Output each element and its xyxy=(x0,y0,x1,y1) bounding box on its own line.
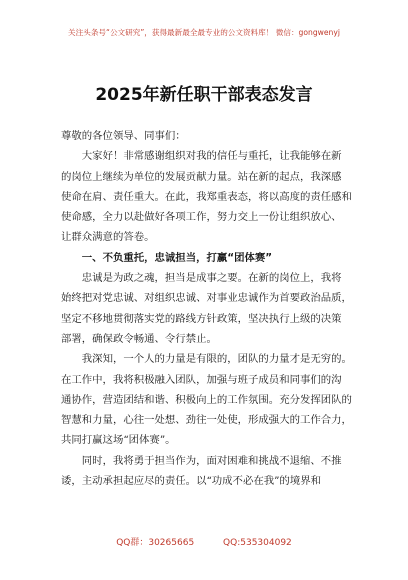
text-line: 诿，主动承担起应尽的责任。以“功成不必在我”的境界和 xyxy=(61,475,321,488)
text-line: 坚定不移地贯彻落实党的路线方针政策，坚决执行上级的决策 xyxy=(61,312,342,325)
paragraph-teamwork xyxy=(61,349,357,450)
paragraph-intro xyxy=(61,146,357,247)
paragraph-responsibility xyxy=(61,451,357,492)
footer-contact xyxy=(0,535,408,548)
qq-number: QQ:535304092 xyxy=(223,538,292,548)
text-line: 让群众满意的答卷。 xyxy=(61,231,155,244)
text-line: 使命在肩、责任重大。在此，我郑重表态，将以高度的责任感和 xyxy=(61,190,352,203)
header-banner: 关注头条号“公文研究”，获得最新最全最专业的公文资料库！ 微信：gongwenyj xyxy=(68,28,340,37)
text-line: 忠诚是为政之魂，担当是成事之要。在新的岗位上，我将 xyxy=(81,272,342,285)
text-line: 部署，确保政令畅通、令行禁止。 xyxy=(61,332,217,345)
section-heading: 一、不负重托，忠诚担当，打赢“团体赛” xyxy=(81,251,273,264)
text-line: 我深知，一个人的力量是有限的，团队的力量才是无穷的。 xyxy=(81,353,352,366)
text-line: 在工作中，我将积极融入团队，加强与班子成员和同事们的沟 xyxy=(61,373,342,386)
document-body xyxy=(61,126,357,491)
salutation: 尊敬的各位领导、同事们： xyxy=(61,130,186,142)
text-line: 的岗位上继续为单位的发展贡献力量。站在新的起点，我深感 xyxy=(61,170,342,183)
text-line: 始终把对党忠诚、对组织忠诚、对事业忠诚作为首要政治品质， xyxy=(61,292,352,305)
text-line: 大家好！非常感谢组织对我的信任与重托，让我能够在新 xyxy=(81,150,342,163)
text-line: 通协作，营造团结和谐、积极向上的工作氛围。充分发挥团队的 xyxy=(61,393,352,406)
paragraph-loyalty xyxy=(61,268,357,349)
text-line: 使命感，全力以赴做好各项工作，努力交上一份让组织放心、 xyxy=(61,211,342,224)
qq-group-number: QQ群：30265665 xyxy=(116,538,195,548)
text-line: 智慧和力量，心往一处想、劲往一处使，形成强大的工作合力， xyxy=(61,414,352,427)
document-title: 2025年新任职干部表态发言 xyxy=(95,85,313,105)
text-line: 同时，我将勇于担当作为，面对困难和挑战不退缩、不推 xyxy=(81,454,342,467)
text-line: 共同打赢这场“团体赛”。 xyxy=(61,434,176,447)
